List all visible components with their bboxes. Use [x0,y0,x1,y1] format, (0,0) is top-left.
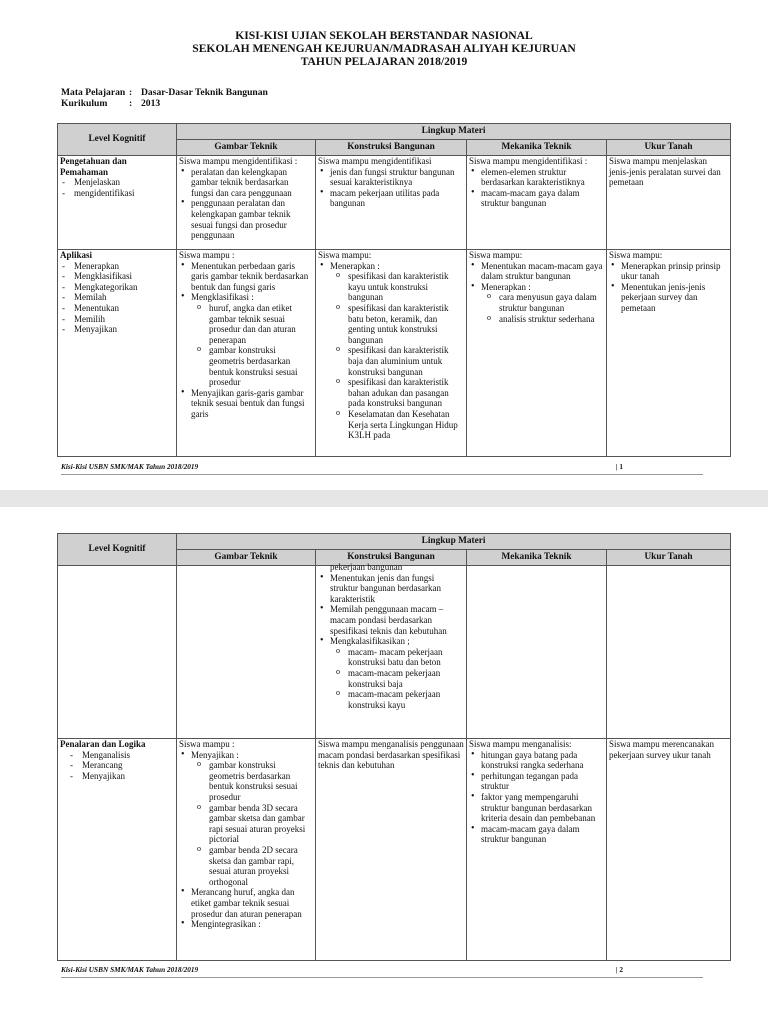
cell-intro: Siswa mampu menganalisis: [469,739,572,749]
list-item [318,261,464,441]
list-item: - Memilah [60,292,174,303]
list-item [179,292,313,387]
list-item: - Menentukan [60,303,174,314]
mekanika-teknik-cell [467,566,607,739]
mekanika-teknik-cell [467,250,607,457]
gambar-teknik-cell [177,156,316,250]
header-ukur-tanah: Ukur Tanah [607,140,731,156]
cell-intro: Siswa mampu mengidentifikasi [318,156,432,166]
cell-text: Siswa mampu menganalisis penggunaan macam pondasi berdasarkan spesifikasi teknis dan kebutuhan [318,739,464,771]
cell-intro: Siswa mampu mengidentifikasi : [469,156,588,166]
konstruksi-bangunan-cell [316,562,467,739]
bullet-list [469,261,604,325]
list-item: • macam-macam gaya dalam struktur bangunan [469,188,604,209]
level-cell [58,156,177,250]
gambar-teknik-cell [177,250,316,457]
footer-text: Kisi-Kisi USBN SMK/MAK Tahun 2018/2019 [61,965,199,974]
list-item-label: Menerapkan : [330,260,380,271]
mekanika-teknik-cell [467,156,607,250]
bullet-list [609,261,728,314]
meta-curriculum [61,98,160,109]
sub-list-item: o macam-macam pekerjaan konstruksi kayu [334,689,464,710]
list-item: • macam pekerjaan utilitas pada bangunan [318,188,464,209]
document-page-2 [0,507,768,1024]
sub-list [334,271,464,441]
gambar-teknik-cell [177,739,316,961]
sub-list [195,760,313,887]
list-item-label: Mengklasifikasi : [191,292,254,303]
list-item: - Menjelaskan [60,177,174,188]
sub-list-item: o huruf, angka dan etiket gambar teknik sesuai prosedur dan dan aturan penerapan [195,303,313,345]
level-title: Aplikasi [60,250,93,260]
gambar-teknik-cell [177,566,316,739]
sub-list-item: o spesifikasi dan karakteristik kayu untuk konstruksi bangunan [334,271,464,303]
list-item: • macam-macam gaya dalam struktur bangunan [469,824,604,845]
table-row [58,739,731,961]
list-item [318,636,464,710]
list-item: • Menentukan jenis-jenis pekerjaan survey dan pemetaan [609,282,728,314]
header-lingkup-materi: Lingkup Materi [177,124,731,140]
list-item: - Menganalisis [68,750,174,761]
list-item [179,750,313,888]
list-item: • Menentukan macam-macam gaya dalam struktur bangunan [469,261,604,282]
bullet-list [318,261,464,441]
list-item: - mengidentifikasi [60,188,174,199]
list-item: - Merancang [68,760,174,771]
kisi-table-page-2 [57,533,731,961]
level-list [60,177,174,198]
konstruksi-bangunan-cell [316,156,467,250]
konstruksi-bangunan-cell [316,739,467,961]
bullet-list [318,573,464,711]
header-level-kognitif: Level Kognitif [58,124,177,156]
subject-label: Mata Pelajaran [61,87,126,98]
header-mekanika-teknik: Mekanika Teknik [467,550,607,566]
cell-text: Siswa mampu menjelaskan jenis-jenis peralatan survei dan pemetaan [609,156,721,188]
konstruksi-bangunan-cell [316,250,467,457]
cell-text: Siswa mampu merencanakan pekerjaan survey ukur tanah [609,739,714,760]
header-level-kognitif: Level Kognitif [58,534,177,566]
header-gambar-teknik: Gambar Teknik [177,140,316,156]
header-gambar-teknik: Gambar Teknik [177,550,316,566]
list-item: • Menerapkan prinsip prinsip ukur tanah [609,261,728,282]
page-number: | 2 [615,965,623,974]
sub-list [485,292,604,324]
sub-list-item: o cara menyusun gaya dalam struktur bangunan [485,292,604,313]
bullet-list [179,167,313,241]
header-mekanika-teknik: Mekanika Teknik [467,140,607,156]
cell-intro: Siswa mampu : [179,250,235,260]
page-number: | 1 [615,462,623,471]
cell-intro: Siswa mampu mengidentifikasi : [179,156,298,166]
level-list [60,261,174,335]
header-lingkup-materi: Lingkup Materi [177,534,731,550]
list-item-label: Menyajikan : [191,749,239,760]
subject-colon: : [129,87,133,98]
subject-value: Dasar-Dasar Teknik Bangunan [141,87,268,98]
header-konstruksi-bangunan: Konstruksi Bangunan [316,550,467,566]
cell-continuation: pekerjaan bangunan [330,562,403,572]
list-item: • penggunaan peralatan dan kelengkapan gambar teknik sesuai fungsi dan prosedur penggunaan [179,198,313,240]
level-title: Penalaran dan Logika [60,739,146,749]
list-item: • Menyajikan garis-garis gambar teknik sesuai bentuk dan fungsi garis [179,388,313,420]
list-item: • Menentukan jenis dan fungsi struktur bangunan berdasarkan karakteristik [318,573,464,605]
cell-intro: Siswa mampu: [609,250,663,260]
bullet-list [469,167,604,209]
header-ukur-tanah: Ukur Tanah [607,550,731,566]
list-item: • hitungan gaya batang pada konstruksi rangka sederhana [469,750,604,771]
level-cell [58,739,177,961]
page-footer [61,965,703,978]
cell-intro: Siswa mampu : [179,739,235,749]
curriculum-label: Kurikulum [61,98,108,109]
ukur-tanah-cell [607,156,731,250]
mekanika-teknik-cell [467,739,607,961]
ukur-tanah-cell [607,250,731,457]
header-konstruksi-bangunan: Konstruksi Bangunan [316,140,467,156]
table-row [58,250,731,457]
sub-list-item: o spesifikasi dan karakteristik batu beton, keramik, dan genting untuk konstruksi bangunan [334,303,464,345]
bullet-list [318,167,464,209]
list-item: - Mengklasifikasi [60,271,174,282]
doc-title-line-3: TAHUN PELAJARAN 2018/2019 [300,55,468,68]
sub-list [334,647,464,711]
level-cell [58,250,177,457]
bullet-list [179,261,313,420]
bullet-list [469,750,604,845]
sub-list-item: o spesifikasi dan karakteristik bahan adukan dan pasangan pada konstruksi bangunan [334,377,464,409]
list-item [469,282,604,324]
list-item: • elemen-elemen struktur berdasarkan karakteristiknya [469,167,604,188]
meta-subject [61,87,268,98]
sub-list-item: o macam- macam pekerjaan konstruksi batu dan beton [334,647,464,668]
list-item: • jenis dan fungsi struktur bangunan sesuai karakteristiknya [318,167,464,188]
bullet-list [179,750,313,930]
list-item: - Menerapkan [60,261,174,272]
curriculum-colon: : [129,98,133,109]
ukur-tanah-cell [607,566,731,739]
sub-list-item: o analisis struktur sederhana [485,314,604,325]
document-page-1 [0,0,768,490]
table-row [58,156,731,250]
sub-list-item: o macam-macam pekerjaan konstruksi baja [334,668,464,689]
footer-text: Kisi-Kisi USBN SMK/MAK Tahun 2018/2019 [61,462,199,471]
list-item-label: Menerapkan : [481,281,531,292]
level-title: Pengetahuan dan Pemahaman [60,156,127,177]
page-footer [61,462,703,475]
list-item: • Menentukan perbedaan garis garis gambar teknik berdasarkan bentuk dan fungsi garis [179,261,313,293]
list-item: • Merancang huruf, angka dan etiket gambar teknik sesuai prosedur dan aturan penerapan [179,887,313,919]
sub-list-item: o gambar benda 2D secara sketsa dan gambar rapi, sesuai aturan proyeksi orthogonal [195,845,313,887]
doc-title-line-2: SEKOLAH MENENGAH KEJURUAN/MADRASAH ALIYAH KEJURUAN [192,42,576,55]
list-item: • perhitungan tegangan pada struktur [469,771,604,792]
level-list [68,750,174,782]
sub-list-item: o gambar benda 3D secara gambar sketsa dan gambar rapi sesuai aturan proyeksi pictorial [195,803,313,845]
table-row [58,566,731,739]
curriculum-value: 2013 [141,98,161,109]
ukur-tanah-cell [607,739,731,961]
list-item-label: Mengkalasifikasikan ; [330,636,410,647]
level-cell [58,566,177,739]
cell-intro: Siswa mampu: [318,250,372,260]
sub-list-item: o gambar konstruksi geometris berdasarkan bentuk konstruksi sesuai prosedur [195,345,313,387]
list-item: • Memilah penggunaan macam – macam pondasi berdasarkan spesifikasi teknis dan kebutuhan [318,604,464,636]
sub-list-item: o spesifikasi dan karakteristik baja dan aluminium untuk konstruksi bangunan [334,345,464,377]
list-item: • Mengintegrasikan : [179,919,313,930]
list-item: - Menyajikan [68,771,174,782]
list-item: • faktor yang mempengaruhi struktur bangunan berdasarkan kriteria desain dan pembebanan [469,792,604,824]
kisi-table-page-1 [57,123,731,457]
list-item: • peralatan dan kelengkapan gambar teknik berdasarkan fungsi dan cara penggunaan [179,167,313,199]
doc-title-line-1: KISI-KISI UJIAN SEKOLAH BERSTANDAR NASIONAL [235,29,533,42]
sub-list-item: o gambar konstruksi geometris berdasarkan bentuk konstruksi sesuai prosedur [195,760,313,802]
list-item: - Memilih [60,314,174,325]
sub-list-item: o Keselamatan dan Kesehatan Kerja serta Lingkungan Hidup K3LH pada [334,409,464,441]
sub-list [195,303,313,388]
list-item: - Mengkategorikan [60,282,174,293]
list-item: - Menyajikan [60,324,174,335]
cell-intro: Siswa mampu: [469,250,523,260]
